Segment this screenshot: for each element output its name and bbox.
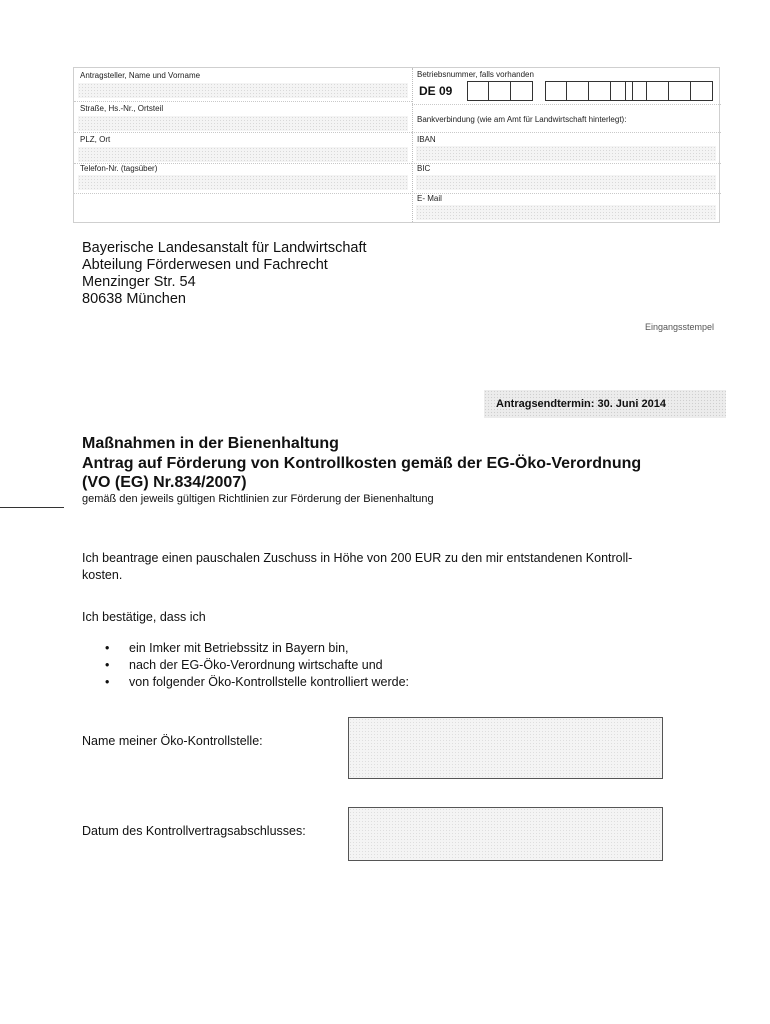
applicant-form-grid [73,67,720,223]
control-body-input[interactable] [348,717,663,779]
page-subtitle: gemäß den jeweils gültigen Richtlinien zur Förderung der Bienenhaltung [82,493,434,505]
row-separator [74,193,721,194]
address-line: Abteilung Förderwesen und Fachrecht [82,257,328,273]
address-line: Bayerische Landesanstalt für Landwirtschaft [82,240,367,256]
bic-label: BIC [417,164,431,173]
list-item [82,657,409,674]
applicant-name-label: Antragsteller, Name und Vorname [80,71,201,80]
list-item [82,640,409,657]
digit-box[interactable] [489,81,511,101]
address-line: 80638 München [82,291,186,307]
address-line: Menzinger Str. 54 [82,274,196,290]
page-title-line3: (VO (EG) Nr.834/2007) [82,474,247,491]
page-title-line2: Antrag auf Förderung von Kontrollkosten gemäß der EG-Öko-Verordnung [82,455,642,472]
digit-box[interactable] [647,81,669,101]
iban-label: IBAN [417,135,436,144]
email-label: E- Mail [417,194,442,203]
contract-date-input[interactable] [348,807,663,861]
bic-field[interactable] [416,175,716,190]
application-deadline: Antragsendtermin: 30. Juni 2014 [484,390,726,418]
digit-box[interactable] [589,81,611,101]
recipient-address [82,240,367,308]
digit-box[interactable] [691,81,713,101]
control-body-label: Name meiner Öko-Kontrollstelle: [82,734,263,748]
row-separator [74,132,412,133]
email-field[interactable] [416,205,716,220]
digit-box[interactable] [511,81,533,101]
bullet-icon: • [105,658,110,672]
grid-divider [412,68,413,222]
contract-date-label: Datum des Kontrollvertragsabschlusses: [82,824,306,838]
phone-label: Telefon-Nr. (tagsüber) [80,164,158,173]
row-separator [412,163,721,164]
confirm-intro: Ich bestätige, dass ich [82,610,206,624]
bullet-icon: • [105,675,110,689]
request-paragraph [82,550,632,584]
applicant-name-field[interactable] [78,83,408,98]
list-item-text: ein Imker mit Betriebssitz in Bayern bin, [129,641,349,655]
digit-box[interactable] [567,81,589,101]
digit-box[interactable] [545,81,567,101]
request-line: kosten. [82,568,123,582]
street-label: Straße, Hs.-Nr., Ortsteil [80,104,164,113]
digit-box[interactable] [625,81,647,101]
operation-number-label: Betriebsnummer, falls vorhanden [417,70,534,79]
row-separator [412,132,721,133]
plz-label: PLZ, Ort [80,135,111,144]
page-title: Maßnahmen in der Bienenhaltung [82,435,339,452]
street-field[interactable] [78,116,408,131]
digit-box[interactable] [467,81,489,101]
operation-prefix: DE 09 [419,84,453,98]
margin-rule [0,507,64,508]
phone-field[interactable] [78,175,408,190]
request-line: Ich beantrage einen pauschalen Zuschuss in Höhe von 200 EUR zu den mir entstandenen Kontroll- [82,551,633,565]
digit-box[interactable] [669,81,691,101]
row-separator [412,104,721,105]
list-item-text: nach der EG-Öko-Verordnung wirtschafte und [129,658,383,672]
bullet-icon: • [105,641,110,655]
list-item [82,674,409,691]
iban-field[interactable] [416,146,716,161]
receipt-stamp-label: Eingangsstempel [644,322,714,332]
row-separator [74,101,412,102]
plz-field[interactable] [78,147,408,162]
bank-label: Bankverbindung (wie am Amt für Landwirtschaft hinterlegt): [417,115,627,124]
list-item-text: von folgender Öko-Kontrollstelle kontrolliert werde: [129,675,409,689]
confirmation-list [82,640,409,691]
